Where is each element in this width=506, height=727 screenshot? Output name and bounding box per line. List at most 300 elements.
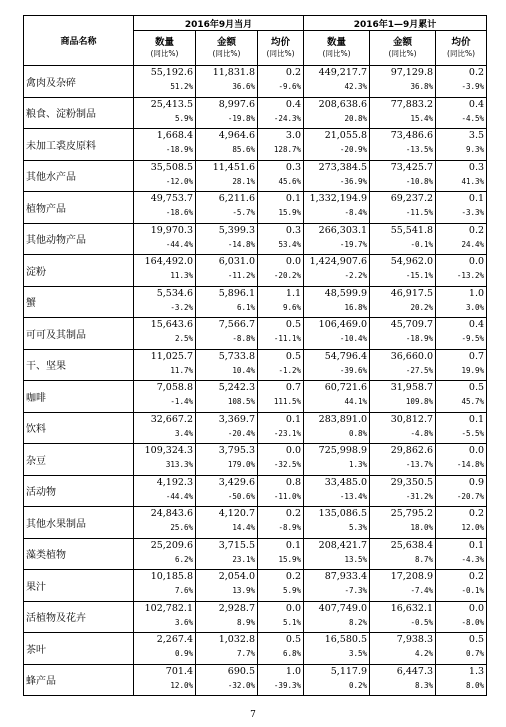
product-name-cell: 未加工裘皮原料	[24, 129, 134, 161]
value-text: 49,753.7	[150, 193, 193, 204]
value-text: 24,843.6	[150, 508, 193, 519]
value-text: 0.2	[285, 571, 302, 582]
yoy-percent-text: 8.9%	[236, 617, 255, 627]
value-text: 3.5	[468, 130, 485, 141]
value-text: 690.5	[227, 665, 255, 677]
value-text: 0.0	[468, 602, 485, 614]
value-cell	[196, 538, 258, 570]
value-cell	[304, 507, 370, 539]
yoy-percent-text: 36.6%	[232, 82, 255, 91]
value-cell	[258, 192, 304, 224]
yoy-percent-text: -0.1%	[461, 586, 485, 595]
value-cell	[134, 97, 196, 129]
yoy-percent-text: -32.5%	[273, 460, 302, 469]
value-cell	[436, 97, 487, 129]
yoy-percent-text: 85.6%	[232, 145, 255, 154]
value-text: 1,668.4	[156, 130, 193, 141]
value-cell	[436, 633, 487, 665]
value-cell	[134, 66, 196, 98]
yoy-percent-text: -20.2%	[273, 271, 302, 280]
value-cell	[370, 160, 436, 192]
value-cell	[196, 129, 258, 161]
value-cell	[134, 381, 196, 413]
yoy-percent-text: 9.6%	[282, 302, 302, 312]
yoy-percent-text: 14.4%	[232, 523, 255, 532]
yoy-percent-text: 15.4%	[410, 113, 434, 123]
value-text: 4,964.6	[218, 130, 255, 141]
value-cell	[304, 192, 370, 224]
value-text: 10,185.8	[150, 571, 193, 582]
table-row	[24, 507, 487, 539]
yoy-percent-text: -18.9%	[405, 334, 434, 343]
yoy-percent-text: -1.2%	[278, 365, 302, 375]
yoy-percent-text: -9.5%	[461, 334, 485, 343]
yoy-percent-text: -50.6%	[227, 491, 255, 501]
value-cell	[436, 160, 487, 192]
value-text: 5,399.3	[218, 224, 255, 236]
product-name-cell: 其他动物产品	[24, 223, 134, 255]
table-row	[24, 475, 487, 507]
value-text: 208,638.6	[318, 98, 368, 110]
value-text: 11,025.7	[150, 350, 193, 362]
value-cell	[370, 318, 436, 350]
yoy-percent-text: -5.5%	[461, 428, 485, 438]
yoy-percent-text: -8.8%	[232, 334, 255, 343]
value-text: 106,469.0	[318, 319, 368, 330]
value-cell	[436, 538, 487, 570]
table-row	[24, 129, 487, 161]
value-cell	[258, 223, 304, 255]
value-cell	[196, 192, 258, 224]
value-text: 17,208.9	[390, 571, 434, 582]
value-text: 7,058.8	[156, 382, 193, 393]
value-cell	[370, 601, 436, 633]
value-cell	[134, 318, 196, 350]
yoy-percent-text: 8.0%	[465, 680, 485, 690]
value-cell	[370, 286, 436, 318]
yoy-percent-text: -9.6%	[278, 82, 302, 91]
yoy-percent-text: -39.6%	[339, 365, 368, 375]
yoy-percent-text: -18.9%	[165, 145, 193, 154]
value-cell	[436, 66, 487, 98]
value-text: 1.1	[285, 287, 302, 299]
product-name-cell: 可可及其制品	[24, 318, 134, 350]
value-text: 0.7	[468, 350, 485, 362]
yoy-percent-text: 45.7%	[461, 397, 485, 406]
value-text: 0.3	[285, 161, 302, 173]
value-text: 0.1	[285, 413, 302, 425]
value-cell	[370, 255, 436, 287]
value-text: 54,796.4	[324, 350, 368, 362]
value-cell	[258, 412, 304, 444]
yoy-percent-text: 108.5%	[227, 397, 255, 406]
yoy-percent-text: 20.8%	[344, 113, 368, 123]
yoy-percent-text: 20.2%	[410, 302, 434, 312]
value-cell	[304, 97, 370, 129]
value-cell	[134, 255, 196, 287]
yoy-percent-text: 13.5%	[344, 554, 368, 564]
value-text: 283,891.0	[318, 413, 368, 425]
value-text: 77,883.2	[390, 98, 434, 110]
value-cell	[134, 160, 196, 192]
yoy-percent-text: -11.1%	[273, 334, 302, 343]
yoy-percent-text: 15.9%	[278, 554, 302, 564]
yoy-percent-text: -36.9%	[339, 176, 368, 186]
product-name-cell: 粮食、淀粉制品	[24, 97, 134, 129]
value-cell	[196, 601, 258, 633]
value-cell	[370, 66, 436, 98]
value-text: 16,580.5	[324, 634, 368, 645]
yoy-percent-text: -0.5%	[410, 617, 434, 627]
yoy-percent-text: 3.0%	[465, 302, 485, 312]
value-cell	[258, 507, 304, 539]
value-text: 0.2	[285, 508, 302, 519]
yoy-percent-text: 25.6%	[170, 523, 193, 532]
value-cell	[134, 570, 196, 602]
table-row	[24, 223, 487, 255]
value-cell	[304, 475, 370, 507]
value-cell	[304, 664, 370, 696]
value-text: 73,425.7	[390, 161, 434, 173]
value-cell	[196, 507, 258, 539]
yoy-percent-text: 19.9%	[461, 365, 485, 375]
yoy-percent-text: 9.3%	[465, 145, 485, 154]
value-text: 21,055.8	[324, 130, 368, 141]
yoy-percent-text: 51.2%	[170, 82, 193, 91]
yoy-percent-text: 10.4%	[232, 365, 255, 375]
value-cell	[436, 507, 487, 539]
product-name-cell: 咖啡	[24, 381, 134, 413]
yoy-percent-text: 11.7%	[170, 365, 193, 375]
value-text: 2,928.7	[218, 602, 255, 614]
value-text: 1,424,907.6	[309, 256, 368, 267]
value-text: 7,938.3	[396, 634, 434, 645]
yoy-percent-text: 5.3%	[348, 523, 368, 532]
value-cell	[258, 570, 304, 602]
yoy-percent-text: -11.0%	[273, 491, 302, 501]
value-cell	[258, 475, 304, 507]
value-cell	[370, 349, 436, 381]
yoy-percent-text: -20.4%	[227, 428, 255, 438]
yoy-percent-text: 28.1%	[232, 176, 255, 186]
value-cell	[258, 444, 304, 476]
value-text: 0.3	[468, 161, 485, 173]
value-cell	[134, 538, 196, 570]
value-text: 29,350.5	[390, 476, 434, 488]
value-text: 6,447.3	[396, 665, 434, 677]
value-text: 102,782.1	[144, 602, 193, 614]
yoy-percent-text: 6.2%	[174, 554, 193, 564]
value-cell	[196, 97, 258, 129]
value-text: 6,031.0	[218, 256, 255, 267]
col-header-avg-price-cum: 均价 (同比%)	[436, 31, 487, 66]
yoy-percent-text: -3.2%	[170, 302, 193, 312]
value-cell	[196, 66, 258, 98]
value-cell	[436, 570, 487, 602]
yoy-percent-text: 1.3%	[348, 460, 368, 469]
value-cell	[134, 192, 196, 224]
product-name-cell: 饮料	[24, 412, 134, 444]
yoy-percent-text: 5.1%	[282, 617, 302, 627]
table-row	[24, 97, 487, 129]
col-header-amount-cum: 金额 (同比%)	[370, 31, 436, 66]
yoy-percent-text: -18.6%	[165, 208, 193, 217]
yoy-percent-text: -2.2%	[344, 271, 368, 280]
yoy-percent-text: 18.0%	[410, 523, 434, 532]
value-cell	[304, 318, 370, 350]
yoy-percent-text: 24.4%	[461, 239, 485, 249]
group-header-cumulative: 2016年1—9月累计	[304, 16, 487, 31]
yoy-percent-text: 0.8%	[348, 428, 368, 438]
value-text: 725,998.9	[318, 445, 368, 456]
group-header-month: 2016年9月当月	[134, 16, 304, 31]
yoy-percent-text: 111.5%	[273, 397, 302, 406]
product-name-cell: 蜂产品	[24, 664, 134, 696]
value-cell	[134, 412, 196, 444]
yoy-percent-text: 3.6%	[174, 617, 193, 627]
trade-table	[23, 15, 487, 696]
value-text: 48,599.9	[324, 287, 368, 299]
value-cell	[134, 601, 196, 633]
value-text: 0.4	[468, 98, 485, 110]
value-cell	[258, 97, 304, 129]
value-cell	[436, 349, 487, 381]
value-text: 55,192.6	[150, 67, 193, 78]
value-text: 109,324.3	[144, 445, 193, 456]
value-cell	[370, 192, 436, 224]
yoy-percent-text: -11.2%	[227, 271, 255, 280]
value-cell	[370, 507, 436, 539]
product-name-cell: 活植物及花卉	[24, 601, 134, 633]
yoy-percent-text: -8.0%	[461, 617, 485, 627]
value-text: 31,958.7	[390, 382, 434, 393]
product-name-cell: 其他水果制品	[24, 507, 134, 539]
value-cell	[436, 129, 487, 161]
yoy-percent-text: -20.9%	[339, 145, 368, 154]
yoy-percent-text: 8.2%	[348, 617, 368, 627]
table-row	[24, 664, 487, 696]
yoy-percent-text: -31.2%	[405, 491, 434, 501]
product-name-cell: 杂豆	[24, 444, 134, 476]
yoy-percent-text: -8.9%	[278, 523, 302, 532]
value-cell	[436, 475, 487, 507]
value-cell	[196, 255, 258, 287]
value-cell	[370, 633, 436, 665]
table-row	[24, 286, 487, 318]
value-text: 3,795.3	[218, 445, 255, 456]
yoy-percent-text: 23.1%	[232, 554, 255, 564]
value-text: 2,267.4	[156, 634, 193, 645]
value-text: 0.9	[468, 476, 485, 488]
value-text: 25,209.6	[150, 539, 193, 551]
value-cell	[370, 664, 436, 696]
col-header-avg-price: 均价 (同比%)	[258, 31, 304, 66]
value-cell	[304, 444, 370, 476]
value-cell	[134, 349, 196, 381]
value-cell	[370, 223, 436, 255]
yoy-percent-text: 0.7%	[465, 649, 485, 658]
value-text: 3,429.6	[218, 476, 255, 488]
value-cell	[370, 97, 436, 129]
value-cell	[304, 160, 370, 192]
value-text: 0.4	[468, 319, 485, 330]
yoy-percent-text: -10.4%	[339, 334, 368, 343]
value-cell	[370, 412, 436, 444]
value-text: 60,721.6	[324, 382, 368, 393]
yoy-percent-text: 8.7%	[414, 554, 434, 564]
value-cell	[436, 444, 487, 476]
product-name-cell: 其他水产品	[24, 160, 134, 192]
value-cell	[196, 633, 258, 665]
product-name-cell: 淀粉	[24, 255, 134, 287]
value-text: 0.2	[468, 571, 485, 582]
value-text: 25,638.4	[390, 539, 434, 551]
value-text: 1.0	[468, 287, 485, 299]
value-cell	[304, 412, 370, 444]
yoy-percent-text: -19.8%	[227, 113, 255, 123]
yoy-percent-text: -24.3%	[273, 113, 302, 123]
yoy-percent-text: -13.7%	[405, 460, 434, 469]
table-row	[24, 444, 487, 476]
yoy-percent-text: 4.2%	[414, 649, 434, 658]
value-text: 4,192.3	[156, 476, 193, 488]
value-text: 266,303.1	[318, 224, 368, 236]
value-text: 30,812.7	[390, 413, 434, 425]
yoy-percent-text: -7.3%	[344, 586, 368, 595]
value-text: 35,508.5	[150, 161, 193, 173]
yoy-percent-text: -14.8%	[227, 239, 255, 249]
table-row	[24, 601, 487, 633]
yoy-percent-text: 13.9%	[232, 586, 255, 595]
table-row	[24, 538, 487, 570]
value-text: 5,242.3	[218, 382, 255, 393]
value-text: 97,129.8	[390, 67, 434, 78]
value-text: 0.0	[285, 256, 302, 267]
value-cell	[196, 160, 258, 192]
yoy-percent-text: -12.0%	[165, 176, 193, 186]
page-number: 7	[250, 710, 256, 720]
value-text: 5,896.1	[218, 287, 255, 299]
value-text: 0.2	[468, 508, 485, 519]
yoy-percent-text: 16.8%	[344, 302, 368, 312]
yoy-percent-text: -15.1%	[405, 271, 434, 280]
value-cell	[436, 223, 487, 255]
yoy-percent-text: 6.1%	[236, 302, 255, 312]
yoy-percent-text: -23.1%	[273, 428, 302, 438]
value-text: 7,566.7	[218, 319, 255, 330]
yoy-percent-text: -27.5%	[405, 365, 434, 375]
value-cell	[304, 601, 370, 633]
yoy-percent-text: -4.8%	[410, 428, 434, 438]
value-cell	[196, 570, 258, 602]
value-text: 0.0	[468, 256, 485, 267]
yoy-percent-text: -19.7%	[339, 239, 368, 249]
yoy-percent-text: 12.0%	[461, 523, 485, 532]
product-name-cell: 蟹	[24, 286, 134, 318]
value-cell	[134, 664, 196, 696]
col-header-quantity-cum: 数量 (同比%)	[304, 31, 370, 66]
value-cell	[196, 381, 258, 413]
value-cell	[436, 381, 487, 413]
yoy-percent-text: -0.1%	[410, 239, 434, 249]
value-text: 19,970.3	[150, 224, 193, 236]
value-cell	[304, 286, 370, 318]
value-text: 0.1	[468, 413, 485, 425]
corner-header: 商品名称	[24, 16, 134, 66]
value-text: 0.5	[285, 350, 302, 362]
value-text: 4,120.7	[218, 508, 255, 519]
value-text: 0.1	[285, 539, 302, 551]
value-text: 0.1	[285, 193, 302, 204]
yoy-percent-text: -7.4%	[410, 586, 434, 595]
col-header-quantity: 数量 (同比%)	[134, 31, 196, 66]
value-cell	[258, 349, 304, 381]
yoy-percent-text: -4.5%	[461, 113, 485, 123]
value-text: 54,962.0	[390, 256, 434, 267]
yoy-percent-text: -3.9%	[461, 82, 485, 91]
value-text: 45,709.7	[390, 319, 434, 330]
value-cell	[134, 444, 196, 476]
value-text: 164,492.0	[144, 256, 193, 267]
product-name-cell: 藻类植物	[24, 538, 134, 570]
value-cell	[196, 664, 258, 696]
yoy-percent-text: -8.4%	[344, 208, 368, 217]
value-cell	[436, 255, 487, 287]
value-cell	[134, 286, 196, 318]
value-cell	[196, 223, 258, 255]
yoy-percent-text: -20.7%	[456, 491, 485, 501]
value-text: 449,217.7	[318, 67, 368, 78]
value-cell	[258, 286, 304, 318]
yoy-percent-text: -4.3%	[461, 554, 485, 564]
value-cell	[370, 538, 436, 570]
value-text: 3,369.7	[218, 413, 255, 425]
product-name-cell: 干、坚果	[24, 349, 134, 381]
yoy-percent-text: 109.8%	[405, 397, 434, 406]
value-cell	[304, 538, 370, 570]
value-text: 0.1	[468, 193, 485, 204]
yoy-percent-text: 8.3%	[414, 680, 434, 690]
value-text: 0.3	[285, 224, 302, 236]
yoy-percent-text: 5.9%	[282, 586, 302, 595]
yoy-percent-text: -13.2%	[456, 271, 485, 280]
yoy-percent-text: -14.8%	[456, 460, 485, 469]
value-cell	[370, 444, 436, 476]
value-text: 135,086.5	[318, 508, 368, 519]
value-cell	[370, 570, 436, 602]
value-text: 6,211.6	[218, 193, 255, 204]
value-text: 0.8	[285, 476, 302, 488]
value-text: 11,451.6	[212, 161, 255, 173]
value-text: 0.4	[285, 98, 302, 110]
value-cell	[196, 475, 258, 507]
yoy-percent-text: 42.3%	[344, 82, 368, 91]
product-name-cell: 茶叶	[24, 633, 134, 665]
value-cell	[134, 223, 196, 255]
table-row	[24, 318, 487, 350]
value-text: 0.2	[468, 67, 485, 78]
value-text: 0.2	[468, 224, 485, 236]
value-text: 407,749.0	[318, 602, 368, 614]
value-cell	[196, 286, 258, 318]
value-cell	[196, 444, 258, 476]
yoy-percent-text: -39.3%	[273, 680, 302, 690]
value-text: 1.3	[468, 665, 485, 677]
value-text: 273,384.5	[318, 161, 368, 173]
value-text: 29,862.6	[390, 445, 434, 456]
value-text: 36,660.0	[390, 350, 434, 362]
value-text: 11,831.8	[212, 67, 255, 78]
